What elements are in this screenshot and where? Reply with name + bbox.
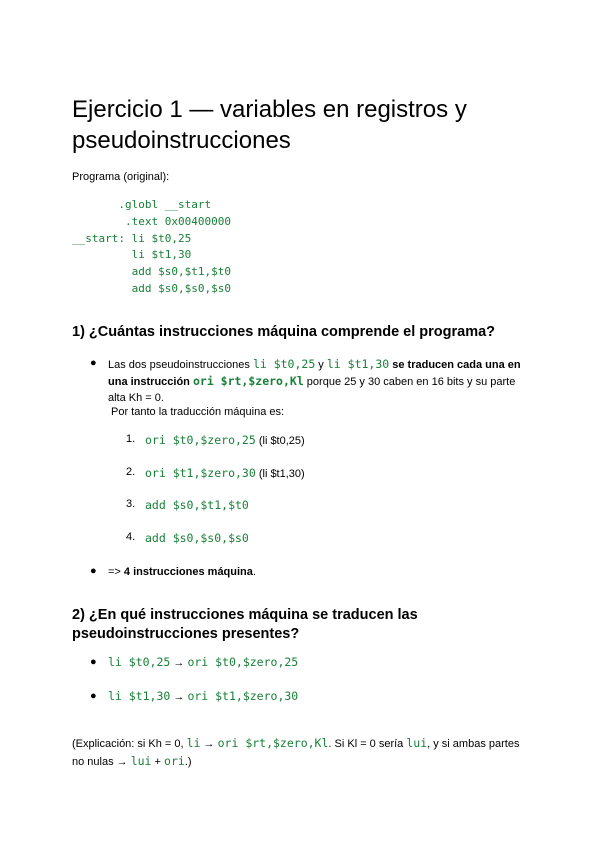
inline-code: add $s0,$s0,$s0 [145,531,249,545]
code-line: add $s0,$s0,$s0 [72,281,231,295]
bullet-marker: ● [90,565,97,577]
bold-text: 4 instrucciones máquina [123,566,253,578]
text-run: .) [184,756,192,768]
arrow-icon: → [170,657,188,669]
inline-code: li $t1,30 [108,689,171,703]
code-line: __start: li $t0,25 [72,231,192,245]
code-line: .text 0x00400000 [72,214,231,228]
inline-code: li [186,736,201,750]
list-number: 4. [126,531,136,543]
text-run: . Si Kl = 0 sería [328,738,407,750]
inline-code: ori [164,754,185,768]
question-1-heading: 1) ¿Cuántas instrucciones máquina comprende el programa? [72,324,496,340]
text-run: y [315,359,327,371]
inline-code: li $t1,30 [326,357,390,371]
text-run: Las dos pseudoinstrucciones [108,359,253,371]
arrow-icon: → [170,691,188,703]
inline-code: ori $t0,$zero,25 [187,655,299,669]
inline-code: add $s0,$t1,$t0 [145,498,249,512]
intro-text: Programa (original): [72,171,170,183]
inline-code: ori $t0,$zero,25 [145,433,256,447]
code-line: li $t1,30 [72,248,192,262]
list-number: 1. [126,433,136,445]
page-title: Ejercicio 1 — variables en registros y pseudoinstrucciones [72,96,467,154]
explanation-paragraph [72,735,532,771]
bold-text: se traducen cada una en una instrucción [108,359,521,388]
code-block [72,197,231,298]
list-item [145,497,249,514]
text-run: (li $t0,25) [255,435,305,447]
list-number: 2. [126,466,136,478]
mapping-item [108,654,298,671]
inline-code: ori $t1,$zero,30 [187,689,299,703]
bullet-1-continuation: Por tanto la traducción máquina es: [111,406,285,418]
code-line: add $s0,$t1,$t0 [72,265,231,279]
inline-code: lui [406,736,428,750]
bullet-marker: ● [90,690,97,702]
bullet-1-text [108,356,528,406]
text-run: + [151,756,165,768]
question-2-heading: 2) ¿En qué instrucciones máquina se traducen las pseudoinstrucciones presentes? [72,607,418,642]
list-number: 3. [126,498,136,510]
text-run: porque 25 y 30 caben en 16 bits y su parte alta Kh = 0. [108,376,516,404]
inline-code: ori $rt,$zero,Kl [217,736,329,750]
list-item [145,432,305,449]
text-run: (Explicación: si Kh = 0, [72,738,187,750]
arrow-icon: → [200,738,218,750]
bullet-marker: ● [90,656,97,668]
text-run: => [108,566,124,578]
inline-code: li $t0,25 [252,357,316,371]
inline-code: li $t0,25 [108,655,171,669]
bullet-2-text [108,564,256,580]
mapping-item [108,688,298,705]
inline-code: lui [130,754,152,768]
bullet-marker: ● [90,357,97,369]
inline-code: ori $rt,$zero,Kl [192,374,304,388]
list-item [145,465,305,482]
inline-code: ori $t1,$zero,30 [145,466,256,480]
text-run: (li $t1,30) [255,468,305,480]
list-item [145,530,249,547]
code-line: .globl __start [72,198,212,211]
text-run: , y si ambas partes no nulas → [72,738,520,768]
text-run: . [252,566,256,578]
